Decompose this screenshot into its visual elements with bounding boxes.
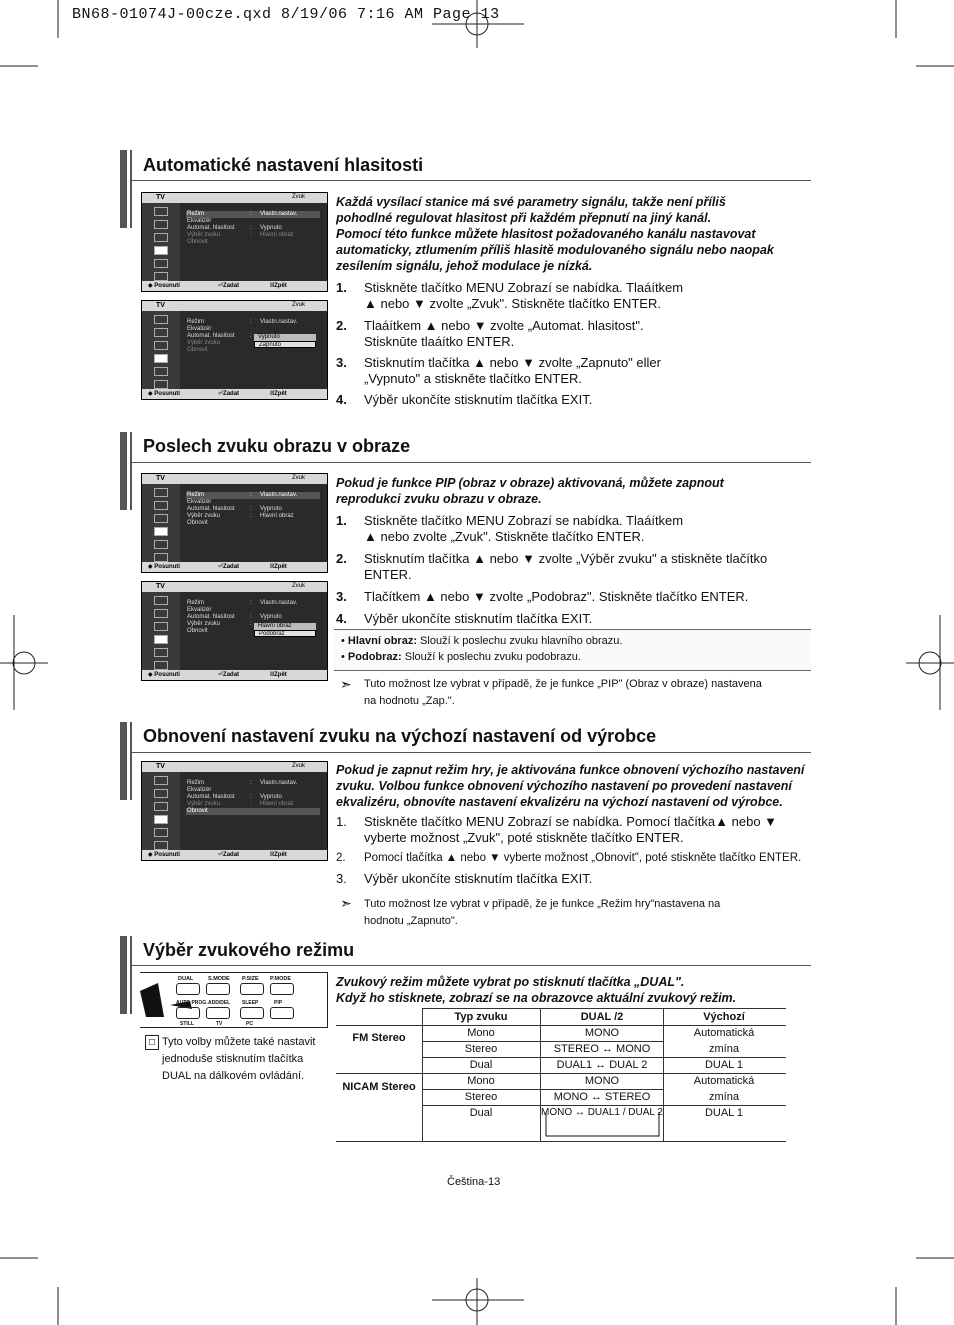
note-text: Tuto možnost lze vybrat v případě, že je funkce „PIP" (Obraz v obraze) nastavena na hodnotu „Zap.".	[364, 678, 762, 707]
table-cell: MONO	[584, 1027, 620, 1039]
table-cell: Dual	[469, 1107, 493, 1119]
section-rule	[130, 180, 811, 181]
step: 3. Stisknutím tlačítka ▲ nebo ▼ zvolte „Zapnuto" eller „Vypnuto" a stiskněte tlačítko ENTER.	[336, 355, 661, 386]
section-bar	[130, 722, 132, 800]
remote-control-illustration: DUAL S.MODE P.SIZE P.MODE AUTO PROG. ADD/DEL SLEEP PIP STILL TV PC	[140, 972, 328, 1028]
section-bar	[120, 722, 127, 800]
section-title-reset-sound: Obnovení nastavení zvuku na výchozí nastavení od výrobce	[143, 726, 657, 746]
note-text: Tuto možnost lze vybrat v případě, že je funkce „Režim hry"nastavena na hodnotu „Zapnuto".	[364, 898, 721, 927]
table-header: Výchozí	[703, 1011, 745, 1023]
table-header: DUAL /2	[580, 1011, 624, 1023]
section-intro: Každá vysílací stanice má své parametry signálu, takže není příliš pohodlné regulovat hlasitost při každém přepnutí na jiný kanál. Pomocí této funkce můžete hlasitost požadovaného kanálu nastavovat automaticky, ztlumením příliš hlasitě modulovaného signálu nebo naopak zesílením signálu, jehož modulace je nízká.	[336, 195, 774, 273]
note-arrow-icon: ➣	[340, 676, 352, 692]
note-arrow-icon: ➣	[340, 895, 352, 911]
table-cell: MONO	[584, 1075, 620, 1087]
section-title-auto-volume: Automatické nastavení hlasitosti	[143, 155, 424, 175]
step: 1. Stiskněte tlačítko MENU Zobrazí se nabídka. Pomocí tlačítka▲ nebo ▼ vyberte možnost „Zvuk", poté stiskněte tlačítko ENTER.	[336, 814, 778, 845]
tv-menu-screenshot: TV Zvuk Režim : Vlastn.nastav. Ekvalizér Automat. hlasitost : Vypnuto Výběr zvuku : Obnovit Hlavní obraz Podobraz ◆ Posunutí ⏎Zadat ⅢZpět	[141, 581, 328, 681]
section-rule	[130, 752, 811, 753]
table-cell: Stereo	[464, 1043, 498, 1055]
table-group-name: FM Stereo	[352, 1032, 406, 1044]
table-cell: Dual	[469, 1059, 493, 1071]
table-cell: Mono	[467, 1075, 495, 1087]
remote-note: Tyto volby můžete také nastavit jednoduše stisknutím tlačítka DUAL na dálkovém ovládání.	[162, 1036, 316, 1082]
table-header: Typ zvuku	[454, 1011, 508, 1023]
tv-menu-screenshot: TV Zvuk Režim : Vlastn.nastav. Ekvalizér Automat. hlasitost : Výběr zvuku Obnovit Vypnuto Zapnuto ◆ Posunutí ⏎Zadat ⅢZpět	[141, 300, 328, 400]
section-title-pip-sound: Poslech zvuku obrazu v obraze	[143, 436, 411, 456]
section-title-sound-mode: Výběr zvukového režimu	[143, 940, 355, 960]
section-bar	[120, 936, 127, 1014]
bullet-item: • Podobraz: Slouží k poslechu zvuku podobrazu.	[341, 651, 581, 663]
section-bar	[120, 150, 127, 228]
table-cell: DUAL1 ↔ DUAL 2	[556, 1059, 648, 1071]
tv-menu-screenshot: TV Zvuk Režim : Vlastn.nastav. Ekvalizér Automat. hlasitost : Vypnuto Výběr zvuku : Hlavní obraz Obnovit ◆ Posunutí ⏎Zadat ⅢZpět	[141, 473, 328, 573]
section-rule	[130, 965, 811, 966]
section-intro: Zvukový režim můžete vybrat po stisknutí tlačítka „DUAL". Když ho stisknete, zobrazí se na obrazovce aktuální zvukový režim.	[336, 975, 737, 1005]
table-cell: Stereo	[464, 1091, 498, 1103]
file-header: BN68-01074J-00cze.qxd 8/19/06 7:16 AM Page 13	[72, 6, 500, 23]
section-bar	[130, 432, 132, 510]
bullet-item: • Hlavní obraz: Slouží k poslechu zvuku hlavního obrazu.	[341, 635, 623, 647]
table-cell: MONO ↔ DUAL1 / DUAL 2	[541, 1107, 663, 1118]
table-cell: STEREO ↔ MONO	[553, 1043, 651, 1055]
step: 2. Tlaáítkem ▲ nebo ▼ zvolte „Automat. hlasitost". Stisknūte tlaáítko ENTER.	[336, 318, 644, 349]
table-cell: Automatická	[693, 1027, 755, 1039]
section-intro: Pokud je zapnut režim hry, je aktivována funkce obnovení výchozího nastavení zvuku. Volbou funkce obnovení výchozího nastavení po provedení nastavení ekvalizéru, obnovíte nastavení ekvalizéru na výchozí nastavení od výrobce.	[336, 763, 805, 809]
table-cell: DUAL 1	[704, 1059, 744, 1071]
section-bar	[120, 432, 127, 510]
remote-arrow-icon	[140, 973, 328, 1029]
step: 3. Tlačítkem ▲ nebo ▼ zvolte „Podobraz". Stiskněte tlačítko ENTER.	[336, 589, 749, 604]
step: 4. Výběr ukončíte stisknutím tlačítka EXIT.	[336, 392, 593, 407]
section-bar	[130, 936, 132, 1014]
table-cell: DUAL 1	[704, 1107, 744, 1119]
section-intro: Pokud je funkce PIP (obraz v obraze) aktivovaná, můžete zapnout reprodukci zvuku obrazu v obraze.	[336, 476, 724, 506]
page-footer: Čeština-13	[447, 1176, 501, 1188]
step: 1. Stiskněte tlačítko MENU Zobrazí se nabídka. Tlaáítkem ▲ nebo zvolte „Zvuk". Stiskněte tlačítko ENTER.	[336, 513, 684, 544]
table-cell: zmína	[709, 1043, 739, 1055]
tv-menu-screenshot: TV Zvuk Režim : Vlastn.nastav. Ekvalizér Automat. hlasitost : Vypnuto Výběr zvuku : Hlavní obraz Obnovit ◆ Posunutí ⏎Zadat ⅢZpět	[141, 761, 328, 861]
step: 2. Pomocí tlačítka ▲ nebo ▼ vyberte možnost „Obnovit", poté stiskněte tlačítko ENTER.	[336, 852, 802, 864]
section-rule	[130, 462, 811, 463]
table-group-name: NICAM Stereo	[342, 1081, 416, 1093]
table-cell: Mono	[467, 1027, 495, 1039]
table-cell: zmína	[709, 1091, 739, 1103]
step: 4. Výběr ukončíte stisknutím tlačítka EXIT.	[336, 611, 593, 626]
section-bar	[130, 150, 132, 228]
note-icon: ☐	[145, 1035, 159, 1050]
step: 2. Stisknutím tlačítka ▲ nebo ▼ zvolte „Výběr zvuku" a stiskněte tlačítko ENTER.	[336, 551, 768, 582]
step: 1. Stiskněte tlačítko MENU Zobrazí se nabídka. Tlaáítkem ▲ nebo ▼ zvolte „Zvuk". Stiskněte tlačítko ENTER.	[336, 280, 684, 311]
tv-menu-screenshot: TV Zvuk Režim : Vlastn.nastav. Ekvalizér Automat. hlasitost : Vypnuto Výběr zvuku : Hlavní obraz Obnovit ◆ Posunutí ⏎Zadat ⅢZpět	[141, 192, 328, 292]
table-cell: Automatická	[693, 1075, 755, 1087]
step: 3. Výběr ukončíte stisknutím tlačítka EXIT.	[336, 871, 593, 886]
bullet-box	[334, 629, 811, 671]
table-cell: MONO ↔ STEREO	[553, 1091, 651, 1103]
